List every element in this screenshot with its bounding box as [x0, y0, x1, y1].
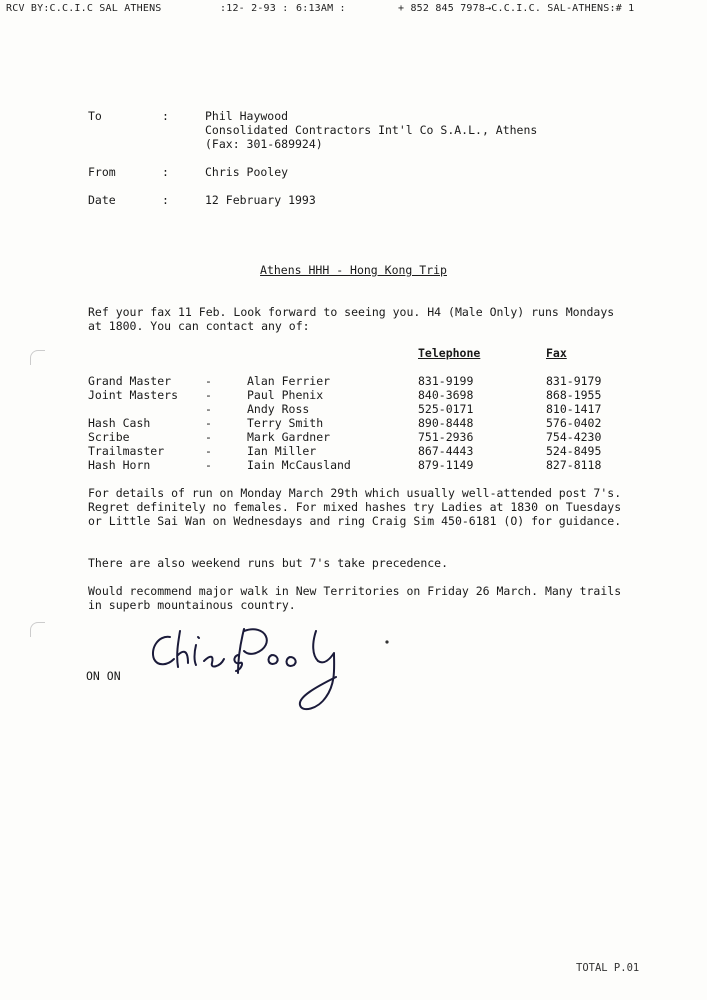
fax-column-header: Fax	[546, 346, 567, 360]
date-label: Date	[88, 193, 116, 207]
contact-dash: -	[205, 444, 212, 458]
to-company: Consolidated Contractors Int'l Co S.A.L., Athens	[205, 123, 538, 137]
contact-dash: -	[205, 374, 212, 388]
run-details-paragraph: For details of run on Monday March 29th which usually well-attended post 7's. Regret definitely no females. For mixed hashes try Ladies at 1830 on Tuesdays or Little Sai Wan on Wednesdays and ring Craig Sim 450-6181 (O) for guidance.	[88, 486, 622, 528]
telephone-column-header: Telephone	[418, 346, 481, 360]
total-pages: TOTAL P.01	[576, 962, 640, 974]
contact-telephone: 525-0171	[418, 402, 474, 416]
contact-fax: 868-1955	[546, 388, 602, 402]
table-row	[0, 388, 707, 402]
table-row	[0, 374, 707, 388]
contact-name: Andy Ross	[247, 402, 310, 416]
to-colon: :	[162, 109, 169, 123]
contact-name: Paul Phenix	[247, 388, 324, 402]
contact-role: Joint Masters	[88, 388, 179, 402]
scan-mark	[30, 350, 45, 365]
date-value: 12 February 1993	[205, 193, 316, 207]
from-colon: :	[162, 165, 169, 179]
contact-fax: 754-4230	[546, 430, 602, 444]
sign-off: ON ON	[86, 669, 121, 683]
contact-name: Ian Miller	[247, 444, 317, 458]
table-row	[0, 458, 707, 472]
scan-mark	[30, 622, 45, 637]
table-row	[0, 444, 707, 458]
contact-name: Alan Ferrier	[247, 374, 331, 388]
contact-fax: 524-8495	[546, 444, 602, 458]
contact-fax: 831-9179	[546, 374, 602, 388]
table-row	[0, 416, 707, 430]
to-name: Phil Haywood	[205, 109, 289, 123]
table-row	[0, 430, 707, 444]
intro-paragraph: Ref your fax 11 Feb. Look forward to seeing you. H4 (Male Only) runs Mondays at 1800. You can contact any of:	[88, 305, 615, 333]
contact-name: Terry Smith	[247, 416, 324, 430]
to-fax: (Fax: 301-689924)	[205, 137, 323, 151]
handwritten-signature	[140, 615, 400, 720]
contact-dash: -	[205, 402, 212, 416]
contact-role: Scribe	[88, 430, 130, 444]
contact-role: Grand Master	[88, 374, 172, 388]
contact-telephone: 840-3698	[418, 388, 474, 402]
walk-recommendation-paragraph: Would recommend major walk in New Territories on Friday 26 March. Many trails in superb mountainous country.	[88, 584, 622, 612]
contact-fax: 827-8118	[546, 458, 602, 472]
contact-telephone: 751-2936	[418, 430, 474, 444]
contact-dash: -	[205, 388, 212, 402]
fax-from-number: + 852 845 7978→C.C.I.C. SAL-ATHENS:# 1	[398, 3, 635, 14]
contact-name: Iain McCausland	[247, 458, 351, 472]
contact-fax: 576-0402	[546, 416, 602, 430]
contact-fax: 810-1417	[546, 402, 602, 416]
contact-dash: -	[205, 458, 212, 472]
contact-role: Hash Cash	[88, 416, 151, 430]
fax-time: 6:13AM :	[296, 3, 346, 14]
date-colon: :	[162, 193, 169, 207]
contact-telephone: 831-9199	[418, 374, 474, 388]
contact-role: Trailmaster	[88, 444, 165, 458]
memo-header	[0, 0, 707, 207]
contact-role: Hash Horn	[88, 458, 151, 472]
contact-dash: -	[205, 416, 212, 430]
from-value: Chris Pooley	[205, 165, 289, 179]
contact-dash: -	[205, 430, 212, 444]
contact-telephone: 890-8448	[418, 416, 474, 430]
to-label: To	[88, 109, 102, 123]
contact-name: Mark Gardner	[247, 430, 331, 444]
fax-date: :12- 2-93 :	[220, 3, 289, 14]
contact-telephone: 867-4443	[418, 444, 474, 458]
fax-received-by: RCV BY:C.C.I.C SAL ATHENS	[6, 3, 162, 14]
weekend-runs-paragraph: There are also weekend runs but 7's take precedence.	[88, 556, 449, 570]
contact-telephone: 879-1149	[418, 458, 474, 472]
from-label: From	[88, 165, 116, 179]
memo-title: Athens HHH - Hong Kong Trip	[260, 263, 447, 277]
table-row	[0, 402, 707, 416]
